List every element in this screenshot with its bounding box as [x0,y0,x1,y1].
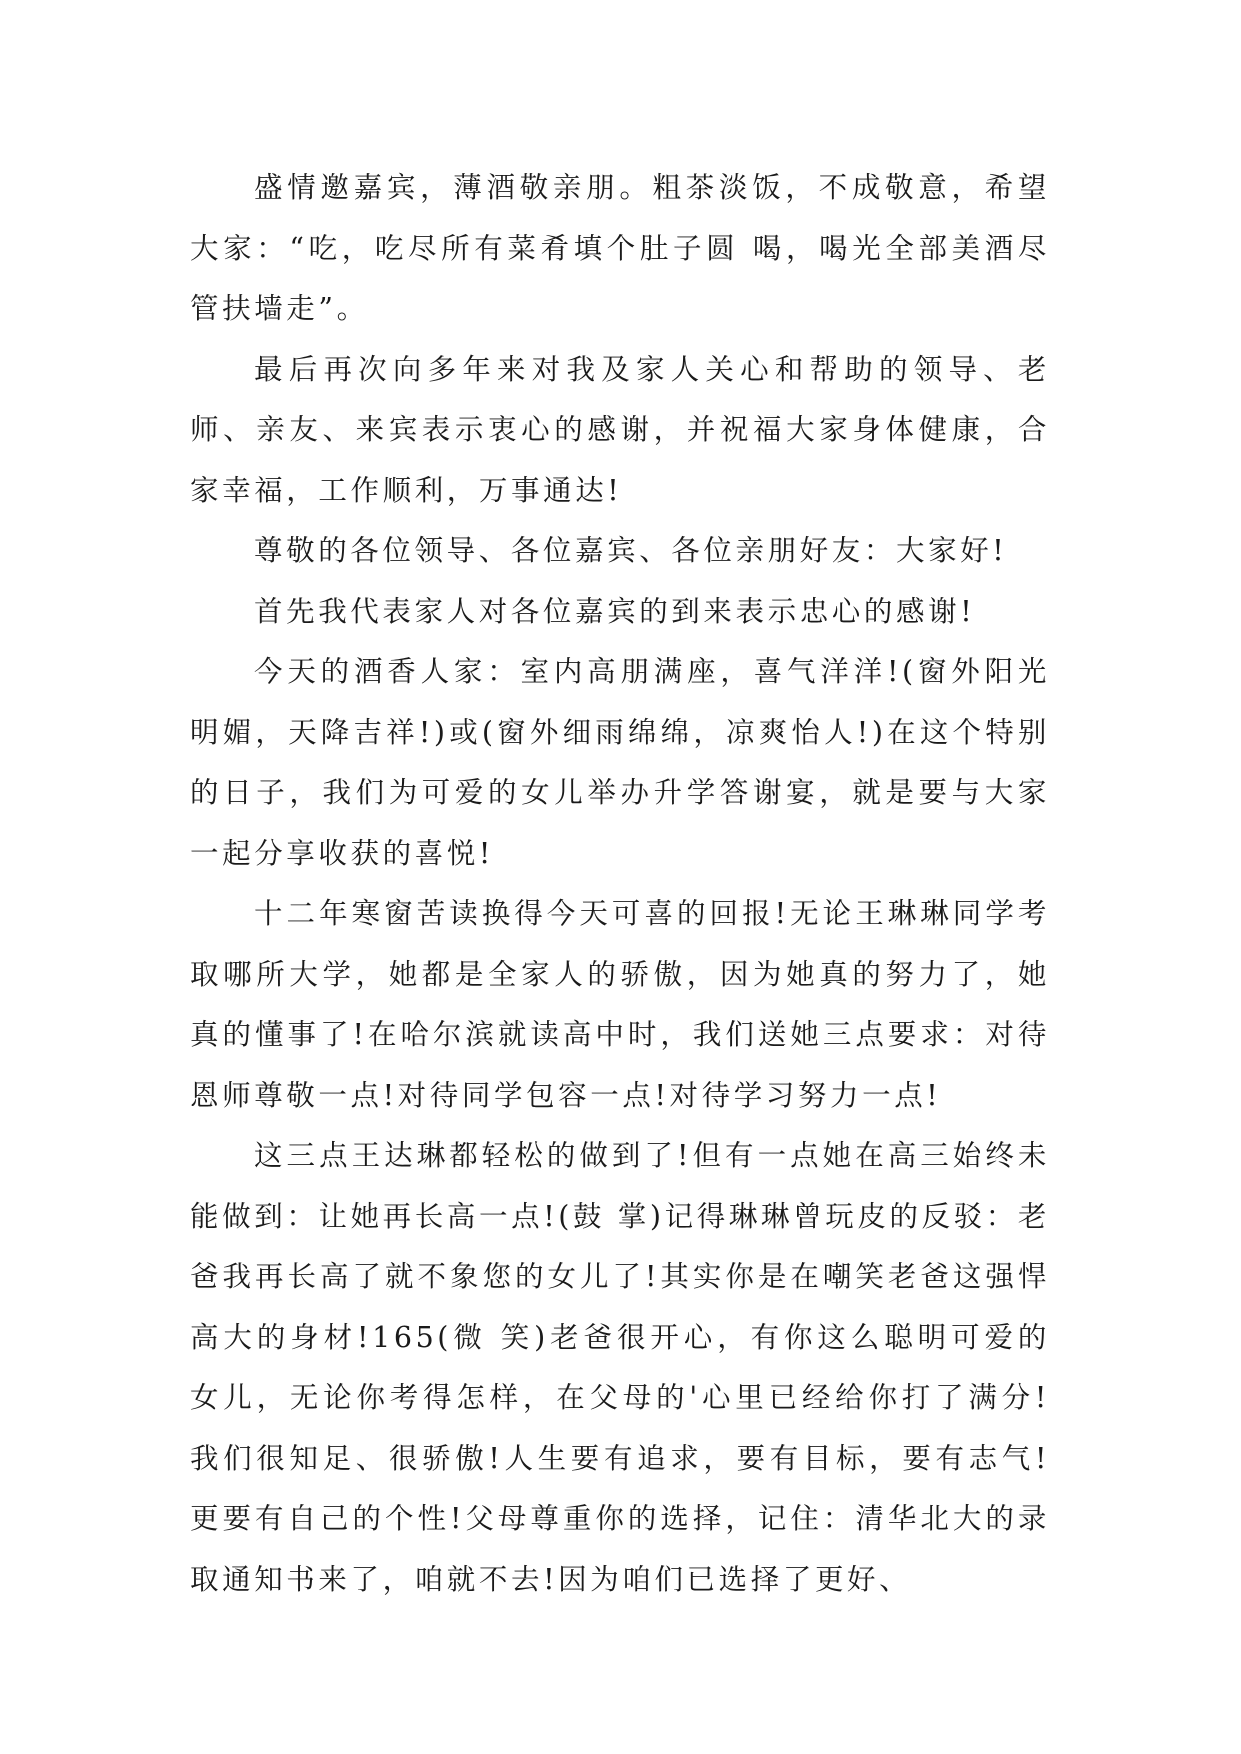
document-body [190,158,1050,1610]
paragraph-greeting: 尊敬的各位领导、各位嘉宾、各位亲朋好友：大家好! [254,534,1008,567]
paragraph-thanks: 最后再次向多年来对我及家人关心和帮助的领导、老师、亲友、来宾表示衷心的感谢，并祝福大家身体健康，合家幸福，工作顺利，万事通达! [190,352,1050,507]
paragraph-banquet-invitation: 盛情邀嘉宾，薄酒敬亲朋。粗茶淡饭，不成敬意，希望大家：“吃，吃尽所有菜肴填个肚子圆 喝，喝光全部美酒尽管扶墙走”。 [190,171,1050,325]
paragraph-today: 今天的酒香人家：室内高朋满座，喜气洋洋!(窗外阳光明媚，天降吉祥!)或(窗外细雨绵绵，凉爽怡人!)在这个特别的日子，我们为可爱的女儿举办升学答谢宴，就是要与大家一起分享收获的喜悦! [190,655,1050,870]
paragraph-twelve-years: 十二年寒窗苦读换得今天可喜的回报!无论王琳琳同学考取哪所大学，她都是全家人的骄傲，因为她真的努力了，她真的懂事了!在哈尔滨就读高中时，我们送她三点要求：对待恩师尊敬一点!对待同学包容一点!对待学习努力一点! [190,897,1050,1112]
paragraph-three-points: 这三点王达琳都轻松的做到了!但有一点她在高三始终未能做到：让她再长高一点!(鼓 掌)记得琳琳曾玩皮的反驳：老爸我再长高了就不象您的女儿了!其实你是在嘲笑老爸这强悍高大的身材!165(微 笑)老爸很开心，有你这么聪明可爱的女儿，无论你考得怎样，在父母的'心里已经给你打了满分!我们很知足、很骄傲!人生要有追求，要有目标，要有志气!更要有自己的个性!父母尊重你的选择，记住：清华北大的录取通知书来了，咱就不去!因为咱们已选择了更好、 [190,1139,1050,1596]
paragraph-welcome: 首先我代表家人对各位嘉宾的到来表示忠心的感谢! [254,594,976,628]
